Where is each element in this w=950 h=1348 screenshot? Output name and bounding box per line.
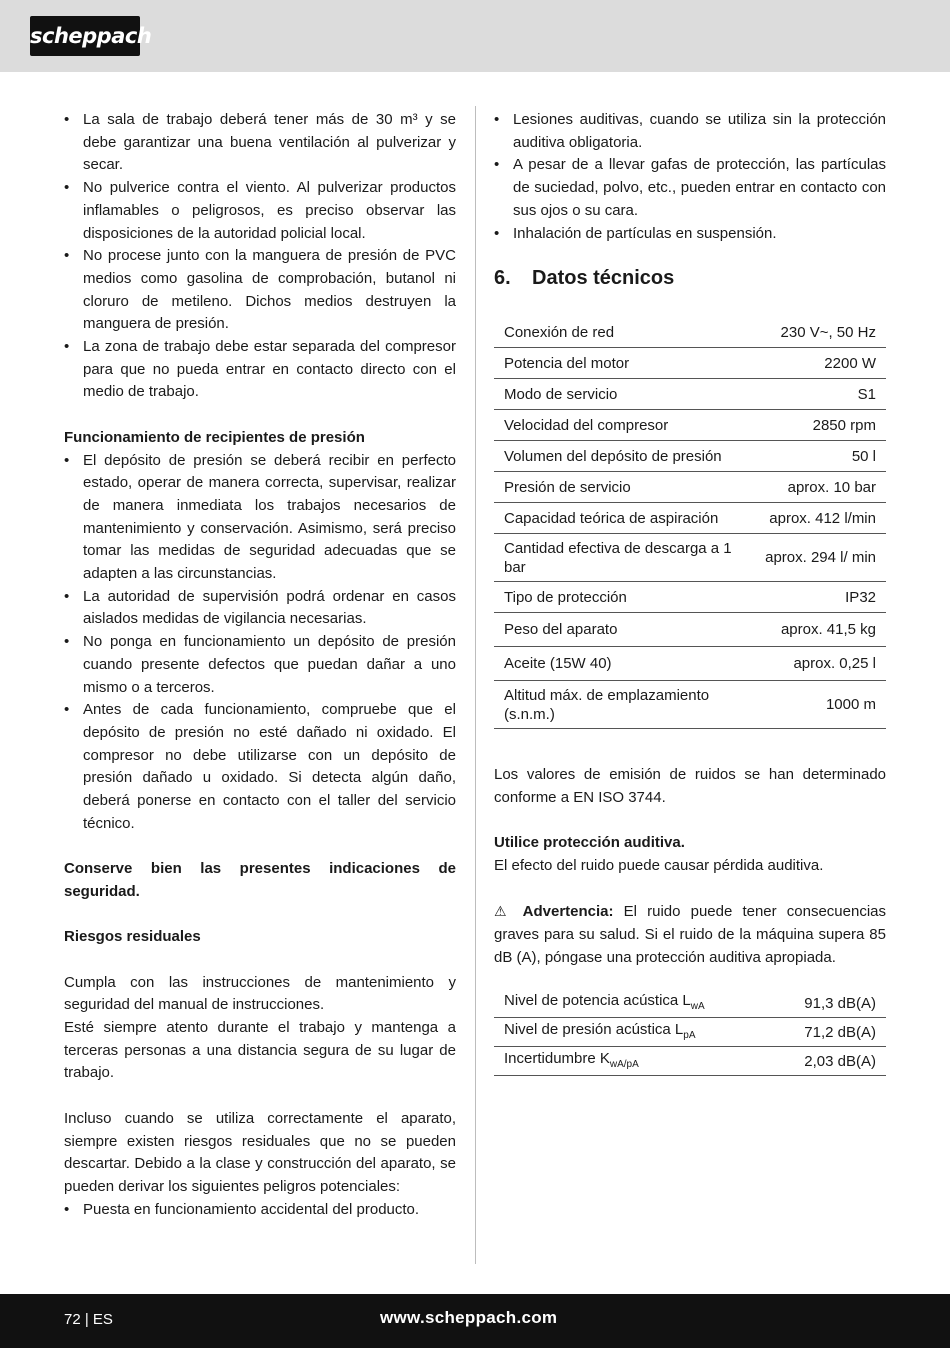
noise-value: 71,2 dB(A) xyxy=(771,1018,886,1047)
risks-paragraph-2: Esté siempre atento durante el trabajo y mantenga a terceras personas a una distancia segura de su lugar de trabajo. xyxy=(64,1019,456,1082)
spec-label: Presión de servicio xyxy=(494,472,744,503)
spec-value: 2200 W xyxy=(744,348,886,379)
spec-label: Potencia del motor xyxy=(494,348,744,379)
list-item: • El depósito de presión se deberá recibir en perfecto estado, operar de manera correcta, supervisar, realizar de manera inmediata los trabajos necesarios de mantenimiento y conservación. Asimismo, será preciso tomar las medidas de seguridad adecuadas que se adapten a las circunstancias. xyxy=(64,450,456,586)
spec-value: aprox. 412 l/min xyxy=(744,503,886,534)
spec-label: Modo de servicio xyxy=(494,379,744,410)
warning-label: Advertencia: xyxy=(522,903,614,921)
spec-value: S1 xyxy=(744,379,886,410)
list-item: • Puesta en funcionamiento accidental del producto. xyxy=(64,1199,456,1222)
pressure-vessel-list xyxy=(64,450,456,836)
spec-value: IP32 xyxy=(744,582,886,613)
section-heading-technical-data xyxy=(494,265,886,291)
spec-value: 2850 rpm xyxy=(744,410,886,441)
spec-value: aprox. 41,5 kg xyxy=(744,613,886,647)
spec-value: 50 l xyxy=(744,441,886,472)
spec-value: aprox. 294 l/ min xyxy=(744,534,886,582)
warning-paragraph xyxy=(494,900,886,969)
list-item: • La sala de trabajo deberá tener más de 30 m³ y se debe garantizar una buena ventilación al pulverizar y secar. xyxy=(64,109,456,177)
table-row xyxy=(494,613,886,647)
spec-label: Conexión de red xyxy=(494,317,744,348)
spec-label: Cantidad efectiva de descarga a 1 bar xyxy=(494,534,744,582)
left-column xyxy=(64,109,456,1221)
spec-label: Peso del aparato xyxy=(494,613,744,647)
table-row xyxy=(494,441,886,472)
table-row xyxy=(494,582,886,613)
table-row xyxy=(494,1018,886,1047)
footer-band xyxy=(0,1294,950,1348)
keep-instructions-notice: Conserve bien las presentes indicaciones de seguridad. xyxy=(64,860,456,900)
list-item: • No pulverice contra el viento. Al pulverizar productos inflamables o peligrosos, es preciso observar las disposiciones de la autoridad policial local. xyxy=(64,177,456,245)
table-row xyxy=(494,472,886,503)
list-item: • Inhalación de partículas en suspensión. xyxy=(494,223,886,246)
table-row xyxy=(494,317,886,348)
spec-value: aprox. 0,25 l xyxy=(744,647,886,681)
table-row xyxy=(494,410,886,441)
list-item: • Antes de cada funcionamiento, compruebe que el depósito de presión no esté dañado ni oxidado. El compresor no debe utilizarse con un depósito de presión dañado u oxidado. Si detecta algún daño, deberá ponerse en contacto con el taller del servicio técnico. xyxy=(64,699,456,835)
list-item: • No ponga en funcionamiento un depósito de presión cuando presente defectos que puedan dañar a uno mismo o a terceros. xyxy=(64,631,456,699)
warning-text: El ruido puede tener consecuencias graves para su salud. Si el ruido de la máquina supera 85 dB (A), póngase una protección auditiva apropiada. xyxy=(494,903,887,966)
spec-value: aprox. 10 bar xyxy=(744,472,886,503)
section-number: 6. xyxy=(494,267,511,290)
header-band xyxy=(0,0,950,72)
noise-label: Nivel de presión acústica $L_{pA}$ xyxy=(494,1018,771,1047)
risks-paragraph-3: Incluso cuando se utiliza correctamente el aparato, siempre existen riesgos residuales que no se pueden descartar. Debido a la clase y construcción del aparato, se pueden derivar los siguientes peligros potenciales: xyxy=(64,1109,456,1195)
list-item: • Lesiones auditivas, cuando se utiliza sin la protección auditiva obligatoria. xyxy=(494,109,886,154)
noise-values-table xyxy=(494,989,886,1076)
page-number: 72 | ES xyxy=(64,1311,113,1328)
spec-value: 230 V~, 50 Hz xyxy=(744,317,886,348)
noise-label: Incertidumbre $K_{wA/pA}$ xyxy=(494,1047,771,1076)
spec-label: Volumen del depósito de presión xyxy=(494,441,744,472)
ventilation-list xyxy=(64,109,456,404)
right-column xyxy=(494,109,886,1076)
table-row xyxy=(494,647,886,681)
list-item: • No procese junto con la manguera de presión de PVC medios como gasolina de comprobación, butanol ni cloruro de metileno. Dichos medios destruyen la manguera de presión. xyxy=(64,245,456,336)
list-item: • La zona de trabajo debe estar separada del compresor para que no pueda entrar en contacto directo con el medio de trabajo. xyxy=(64,336,456,404)
risks-paragraph-1: Cumpla con las instrucciones de mantenimiento y seguridad del manual de instrucciones. xyxy=(64,973,456,1014)
heading-residual-risks: Riesgos residuales xyxy=(64,928,201,946)
heading-pressure-vessels: Funcionamiento de recipientes de presión xyxy=(64,428,365,446)
list-item: • A pesar de a llevar gafas de protección, las partículas de suciedad, polvo, etc., pueden entrar en contacto con sus ojos o su cara. xyxy=(494,154,886,222)
table-row xyxy=(494,503,886,534)
website-link[interactable]: www.scheppach.com xyxy=(380,1308,558,1327)
hearing-protection-heading: Utilice protección auditiva. xyxy=(494,834,685,851)
table-row xyxy=(494,681,886,729)
noise-value: 91,3 dB(A) xyxy=(771,989,886,1018)
hazard-list xyxy=(64,1199,456,1222)
noise-value: 2,03 dB(A) xyxy=(771,1047,886,1076)
table-row xyxy=(494,1047,886,1076)
spec-label: Capacidad teórica de aspiración xyxy=(494,503,744,534)
table-row xyxy=(494,989,886,1018)
table-row xyxy=(494,379,886,410)
column-divider xyxy=(475,106,476,1264)
spec-label: Velocidad del compresor xyxy=(494,410,744,441)
table-row xyxy=(494,348,886,379)
technical-data-table xyxy=(494,317,886,729)
warning-triangle-icon: ⚠ xyxy=(494,903,513,920)
noise-label: Nivel de potencia acústica $L_{wA}$ xyxy=(494,989,771,1018)
spec-value: 1000 m xyxy=(744,681,886,729)
spec-label: Aceite (15W 40) xyxy=(494,647,744,681)
noise-intro: Los valores de emisión de ruidos se han determinado conforme a EN ISO 3744. xyxy=(494,765,886,806)
brand-logo: scheppach xyxy=(30,16,140,56)
table-row xyxy=(494,534,886,582)
list-item: • La autoridad de supervisión podrá ordenar en casos aislados medidas de vigilancia necesarias. xyxy=(64,586,456,631)
section-title: Datos técnicos xyxy=(532,267,675,290)
hazard-list-continued xyxy=(494,109,886,245)
spec-label: Altitud máx. de emplazamiento (s.n.m.) xyxy=(494,681,744,729)
hearing-protection-text: El efecto del ruido puede causar pérdida auditiva. xyxy=(494,856,824,874)
spec-label: Tipo de protección xyxy=(494,582,744,613)
